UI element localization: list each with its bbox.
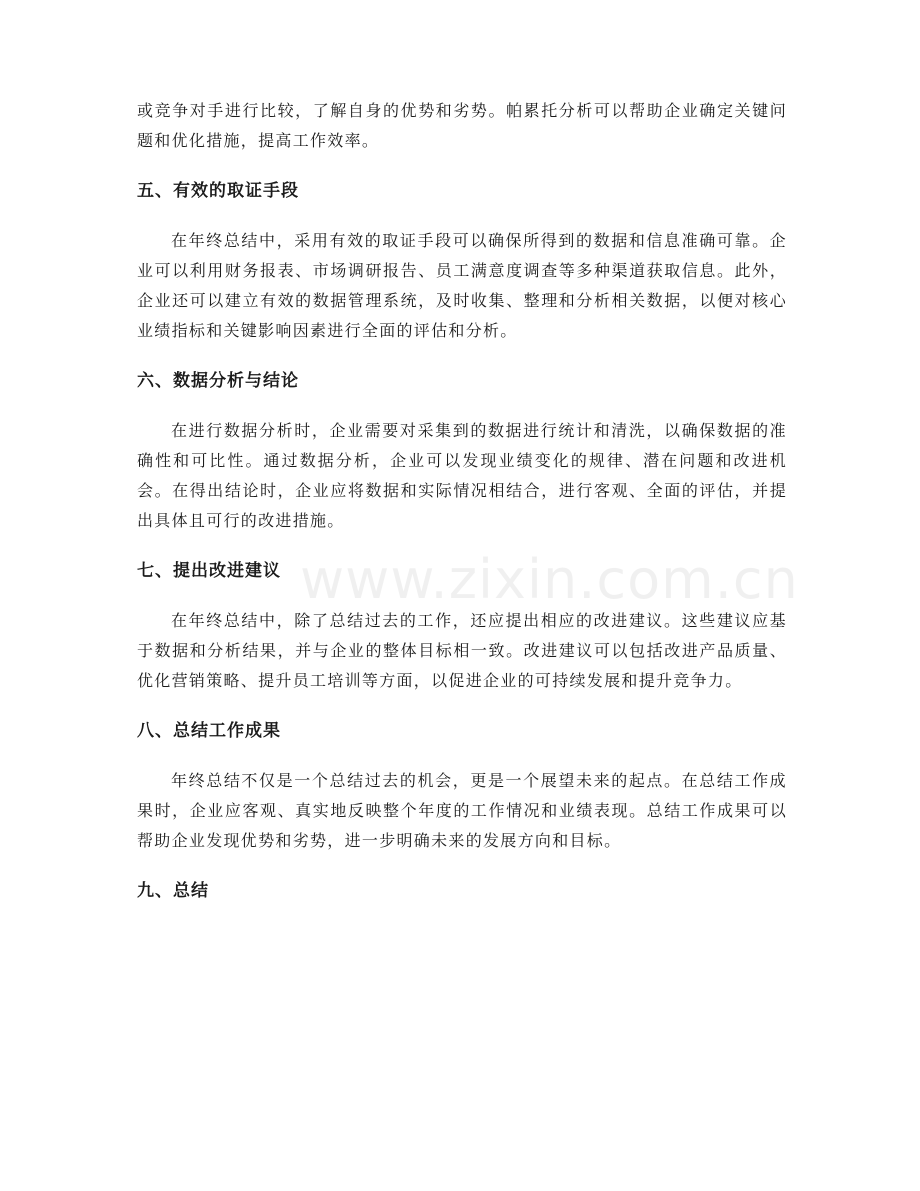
section-5	[137, 176, 787, 346]
section-paragraph: 在年终总结中，除了总结过去的工作，还应提出相应的改进建议。这些建议应基于数据和分析结果，并与企业的整体目标相一致。改进建议可以包括改进产品质量、优化营销策略、提升员工培训等方面，以促进企业的可持续发展和提升竞争力。	[137, 611, 787, 690]
section-paragraph: 年终总结不仅是一个总结过去的机会，更是一个展望未来的起点。在总结工作成果时，企业应客观、真实地反映整个年度的工作情况和业绩表现。总结工作成果可以帮助企业发现优势和劣势，进一步明确未来的发展方向和目标。	[137, 771, 787, 850]
section-6	[137, 366, 787, 536]
section-8	[137, 716, 787, 856]
section-heading: 六、数据分析与结论	[137, 371, 299, 391]
intro-continuation-paragraph: 或竞争对手进行比较，了解自身的优势和劣势。帕累托分析可以帮助企业确定关键问题和优化措施，提高工作效率。	[137, 101, 787, 150]
section-9	[137, 876, 787, 906]
section-heading: 七、提出改进建议	[137, 561, 281, 581]
section-7	[137, 556, 787, 696]
document-page	[137, 96, 787, 926]
watermark-text: www.zixin.com.cn	[300, 548, 799, 611]
section-paragraph: 在进行数据分析时，企业需要对采集到的数据进行统计和清洗，以确保数据的准确性和可比性。通过数据分析，企业可以发现业绩变化的规律、潜在问题和改进机会。在得出结论时，企业应将数据和实际情况相结合，进行客观、全面的评估，并提出具体且可行的改进措施。	[137, 421, 787, 530]
section-paragraph: 在年终总结中，采用有效的取证手段可以确保所得到的数据和信息准确可靠。企业可以利用财务报表、市场调研报告、员工满意度调查等多种渠道获取信息。此外，企业还可以建立有效的数据管理系统，及时收集、整理和分析相关数据，以便对核心业绩指标和关键影响因素进行全面的评估和分析。	[137, 231, 787, 340]
section-heading: 九、总结	[137, 881, 209, 901]
section-heading: 五、有效的取证手段	[137, 181, 299, 201]
section-heading: 八、总结工作成果	[137, 721, 281, 741]
